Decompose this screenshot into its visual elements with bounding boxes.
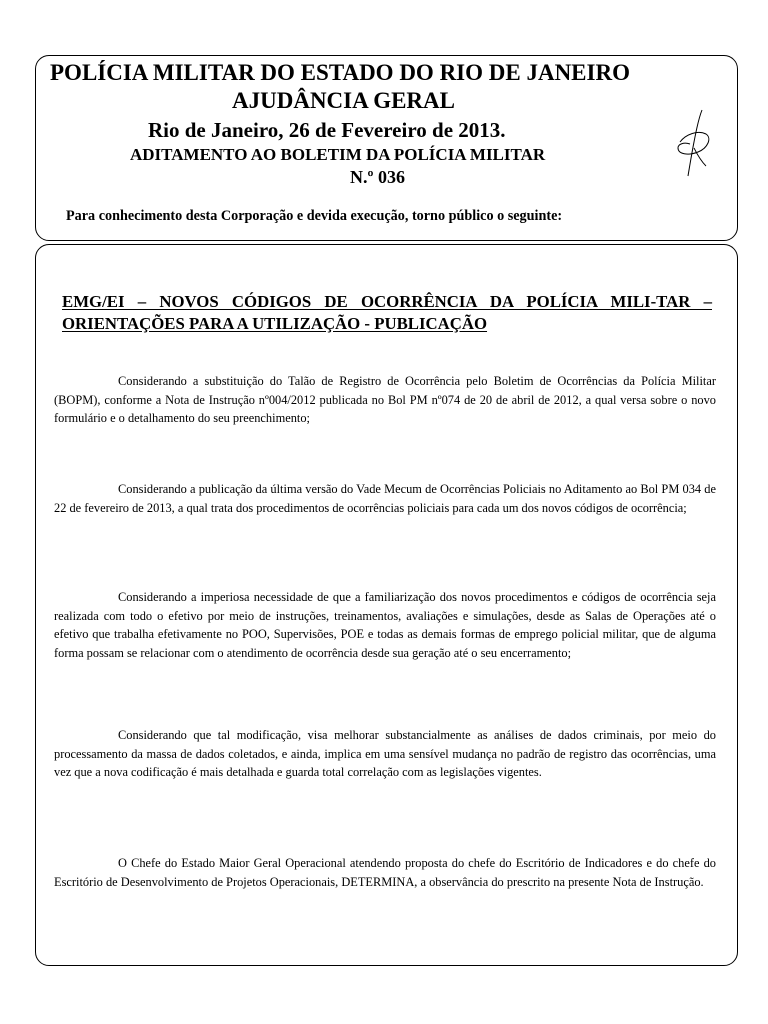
signature-mark	[672, 108, 716, 180]
paragraph: O Chefe do Estado Maior Geral Operacional atendendo proposta do chefe do Escritório de Indicadores e do chefe do Escritório de Desenvolvimento de Projetos Operacionais, DETERMINA, a observância do prescrito na presente Nota de Instrução.	[54, 856, 716, 889]
institution-title: POLÍCIA MILITAR DO ESTADO DO RIO DE JANEIRO	[50, 60, 630, 85]
paragraph: Considerando que tal modificação, visa melhorar substancialmente as análises de dados criminais, por meio do processamento da massa de dados coletados, e ainda, implica em uma sensível mudança no padrão de registro das ocorrências, uma vez que a nova codificação é mais detalhada e guarda total correlação com as legislações vigentes.	[54, 728, 716, 780]
paragraph: Considerando a publicação da última versão do Vade Mecum de Ocorrências Policiais no Aditamento ao Bol PM 034 de 22 de fevereiro de 2013, a qual trata dos procedimentos de ocorrências policiais para cada um dos novos códigos de ocorrência;	[54, 482, 716, 515]
department-title: AJUDÂNCIA GERAL	[232, 88, 455, 113]
section-heading: EMG/EI – NOVOS CÓDIGOS DE OCORRÊNCIA DA POLÍCIA MILI-TAR – ORIENTAÇÕES PARA A UTILIZAÇÃO - PUBLICAÇÃO	[62, 292, 712, 333]
paragraph: Considerando a substituição do Talão de Registro de Ocorrência pelo Boletim de Ocorrências da Polícia Militar (BOPM), conforme a Nota de Instrução nº004/2012 publicada no Bol PM nº074 de 20 de abril de 2012, a qual versa sobre o novo formulário e o detalhamento do seu preenchimento;	[54, 374, 716, 426]
bulletin-title: ADITAMENTO AO BOLETIM DA POLÍCIA MILITAR	[130, 145, 546, 164]
paragraph: Considerando a imperiosa necessidade de que a familiarização dos novos procedimentos e códigos de ocorrência seja realizada com todo o efetivo por meio de instruções, treinamentos, avaliações e simulações, desde as Salas de Operações até o efetivo que trabalha efetivamente no POO, Supervisões, POE e todas as demais formas de emprego policial militar, que de alguma forma possam se relacionar com o atendimento de ocorrência desde sua geração até o seu encerramento;	[54, 590, 716, 660]
place-date: Rio de Janeiro, 26 de Fevereiro de 2013.	[148, 118, 506, 142]
intro-statement: Para conhecimento desta Corporação e devida execução, torno público o seguinte:	[66, 208, 563, 224]
bulletin-number: N.º 036	[350, 167, 405, 187]
